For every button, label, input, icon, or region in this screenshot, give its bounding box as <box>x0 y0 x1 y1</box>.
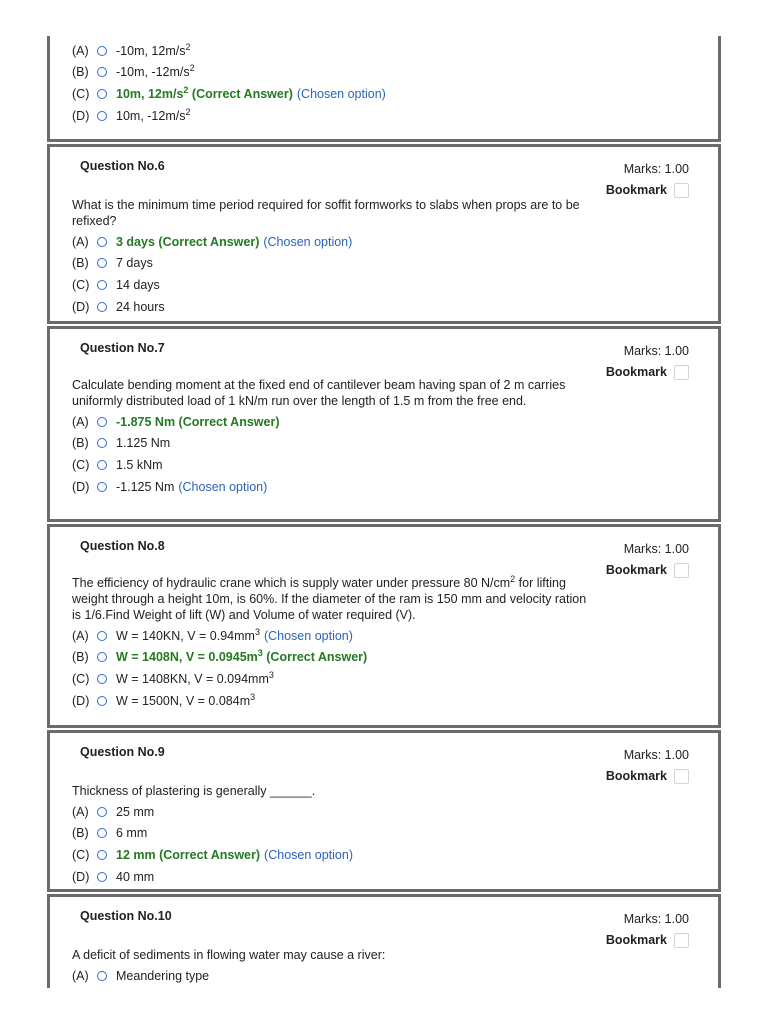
option-b: (B) -10m, $-12m/s^2$ <box>72 63 195 80</box>
bookmark-checkbox[interactable] <box>674 769 689 784</box>
radio-icon[interactable] <box>97 872 107 882</box>
marks-label: Marks: 1.00 <box>623 542 689 556</box>
option-value-correct: W = 1408N, $V = 0.0945m^3$ (Correct Answer) <box>116 648 368 665</box>
question-number: Question No.8 <box>80 539 165 553</box>
bookmark-label: Bookmark <box>605 563 667 577</box>
marks-panel <box>606 745 689 787</box>
radio-icon[interactable] <box>97 828 107 838</box>
chosen-option-tag: (Chosen option) <box>263 628 353 643</box>
chosen-option-tag: (Chosen option) <box>263 234 353 249</box>
question-text: Calculate bending moment at the fixed end of cantilever beam having span of 2 m carries uniformly distributed load of 1 kN/m run over the length of 1.5 m from the free end. <box>72 378 566 408</box>
option-b: (B) W = 1408N, $V = 0.0945m^3$ (Correct Answer) <box>72 648 368 665</box>
radio-icon[interactable] <box>97 482 107 492</box>
option-value: 14 days <box>116 277 160 292</box>
option-c: (C) 1.5 kNm <box>72 457 163 472</box>
option-a: (A) Meandering type <box>72 968 210 983</box>
question-block-8 <box>47 524 721 728</box>
option-value: -10m, $12m/s^2$ <box>116 41 191 58</box>
radio-icon[interactable] <box>97 631 107 641</box>
option-d: (D) 24 hours <box>72 299 165 314</box>
radio-icon[interactable] <box>97 438 107 448</box>
option-value: 10m, $-12m/s^2$ <box>116 106 191 123</box>
radio-icon[interactable] <box>97 67 107 77</box>
option-value-correct: 3 days (Correct Answer) <box>116 234 260 249</box>
radio-icon[interactable] <box>97 280 107 290</box>
chosen-option-tag: (Chosen option) <box>264 847 353 862</box>
question-text: Thickness of plastering is generally ______. <box>72 784 316 798</box>
option-d: (D) 10m, $-12m/s^2$ <box>72 106 191 123</box>
radio-icon[interactable] <box>97 417 107 427</box>
marks-panel <box>606 341 689 383</box>
marks-label: Marks: 1.00 <box>623 162 689 176</box>
bookmark-checkbox[interactable] <box>674 365 689 380</box>
option-value-correct: 10m, $12m/s^2$ (Correct Answer) <box>116 84 293 101</box>
option-value: 24 hours <box>116 299 165 314</box>
option-value: W = 140KN, $V = 0.94mm^3$ <box>116 626 260 643</box>
response-sheet <box>47 36 721 988</box>
question-block-6 <box>47 144 721 324</box>
option-value: W = 1408KN, $V = 0.094mm^3$ <box>116 669 274 686</box>
option-a: (A) W = 140KN, $V = 0.94mm^3$ (Chosen option) <box>72 626 353 643</box>
option-a: (A) -10m, $12m/s^2$ <box>72 41 191 58</box>
option-a: (A) -1.875 Nm (Correct Answer) <box>72 414 280 429</box>
option-value: 25 mm <box>116 804 155 819</box>
marks-panel <box>606 539 689 581</box>
radio-icon[interactable] <box>97 652 107 662</box>
option-value: 40 mm <box>116 869 155 884</box>
bookmark-label: Bookmark <box>605 933 667 947</box>
radio-icon[interactable] <box>97 46 107 56</box>
bookmark-label: Bookmark <box>605 769 667 783</box>
question-number: Question No.9 <box>80 745 165 759</box>
option-d: (D) W = 1500N, $V = 0.084m^3$ <box>72 691 256 708</box>
radio-icon[interactable] <box>97 237 107 247</box>
radio-icon[interactable] <box>97 971 107 981</box>
option-d: (D) 40 mm <box>72 869 155 884</box>
marks-label: Marks: 1.00 <box>623 748 689 762</box>
question-text: What is the minimum time period required for soffit formworks to slabs when props are to be refixed? <box>72 198 580 228</box>
question-number: Question No.6 <box>80 159 165 173</box>
marks-label: Marks: 1.00 <box>623 912 689 926</box>
question-block-7 <box>47 326 721 522</box>
option-b: (B) 6 mm <box>72 826 148 841</box>
question-text: A deficit of sediments in flowing water may cause a river: <box>72 948 386 962</box>
radio-icon[interactable] <box>97 258 107 268</box>
bookmark-label: Bookmark <box>605 183 667 197</box>
option-value: 6 mm <box>116 826 148 841</box>
question-text: The efficiency of hydraulic crane which is supply water under pressure 80 $N/cm^2$ for lifting weight through a height 10m, is 60%. If the diameter of the ram is 150 mm and velocity ration is 1/6.Find Weight of lift (W) and Volume of water required (V). <box>72 573 587 622</box>
bookmark-checkbox[interactable] <box>674 933 689 948</box>
bookmark-label: Bookmark <box>605 365 667 379</box>
option-value: -1.125 Nm <box>116 479 175 494</box>
option-value-correct: -1.875 Nm (Correct Answer) <box>116 414 280 429</box>
option-value: W = 1500N, $V = 0.084m^3$ <box>116 691 256 708</box>
radio-icon[interactable] <box>97 302 107 312</box>
option-c: (C) 10m, $12m/s^2$ (Correct Answer) (Chosen option) <box>72 84 386 101</box>
question-block-9 <box>47 730 721 892</box>
question-number: Question No.10 <box>80 909 172 923</box>
radio-icon[interactable] <box>97 807 107 817</box>
radio-icon[interactable] <box>97 850 107 860</box>
option-value: 1.125 Nm <box>116 436 171 451</box>
option-a: (A) 25 mm <box>72 804 155 819</box>
option-b: (B) 1.125 Nm <box>72 436 171 451</box>
option-value-correct: 12 mm (Correct Answer) <box>116 847 261 862</box>
chosen-option-tag: (Chosen option) <box>178 479 268 494</box>
bookmark-checkbox[interactable] <box>674 563 689 578</box>
chosen-option-tag: (Chosen option) <box>296 86 386 101</box>
option-a: (A) 3 days (Correct Answer) (Chosen option) <box>72 234 353 249</box>
option-value: 1.5 kNm <box>116 457 163 472</box>
radio-icon[interactable] <box>97 696 107 706</box>
option-value: 7 days <box>116 256 153 271</box>
radio-icon[interactable] <box>97 674 107 684</box>
marks-label: Marks: 1.00 <box>623 344 689 358</box>
option-value: Meandering type <box>116 968 210 983</box>
marks-panel <box>606 909 689 951</box>
radio-icon[interactable] <box>97 111 107 121</box>
bookmark-checkbox[interactable] <box>674 183 689 198</box>
option-c: (C) W = 1408KN, $V = 0.094mm^3$ <box>72 669 274 686</box>
marks-panel <box>606 159 689 201</box>
option-c: (C) 14 days <box>72 277 160 292</box>
question-number: Question No.7 <box>80 341 165 355</box>
option-b: (B) 7 days <box>72 256 153 271</box>
option-c: (C) 12 mm (Correct Answer) (Chosen option) <box>72 847 353 862</box>
question-block-5-tail <box>47 36 721 142</box>
option-d: (D) -1.125 Nm (Chosen option) <box>72 479 268 494</box>
question-block-10 <box>47 894 721 988</box>
radio-icon[interactable] <box>97 460 107 470</box>
radio-icon[interactable] <box>97 89 107 99</box>
option-value: -10m, $-12m/s^2$ <box>116 63 195 80</box>
